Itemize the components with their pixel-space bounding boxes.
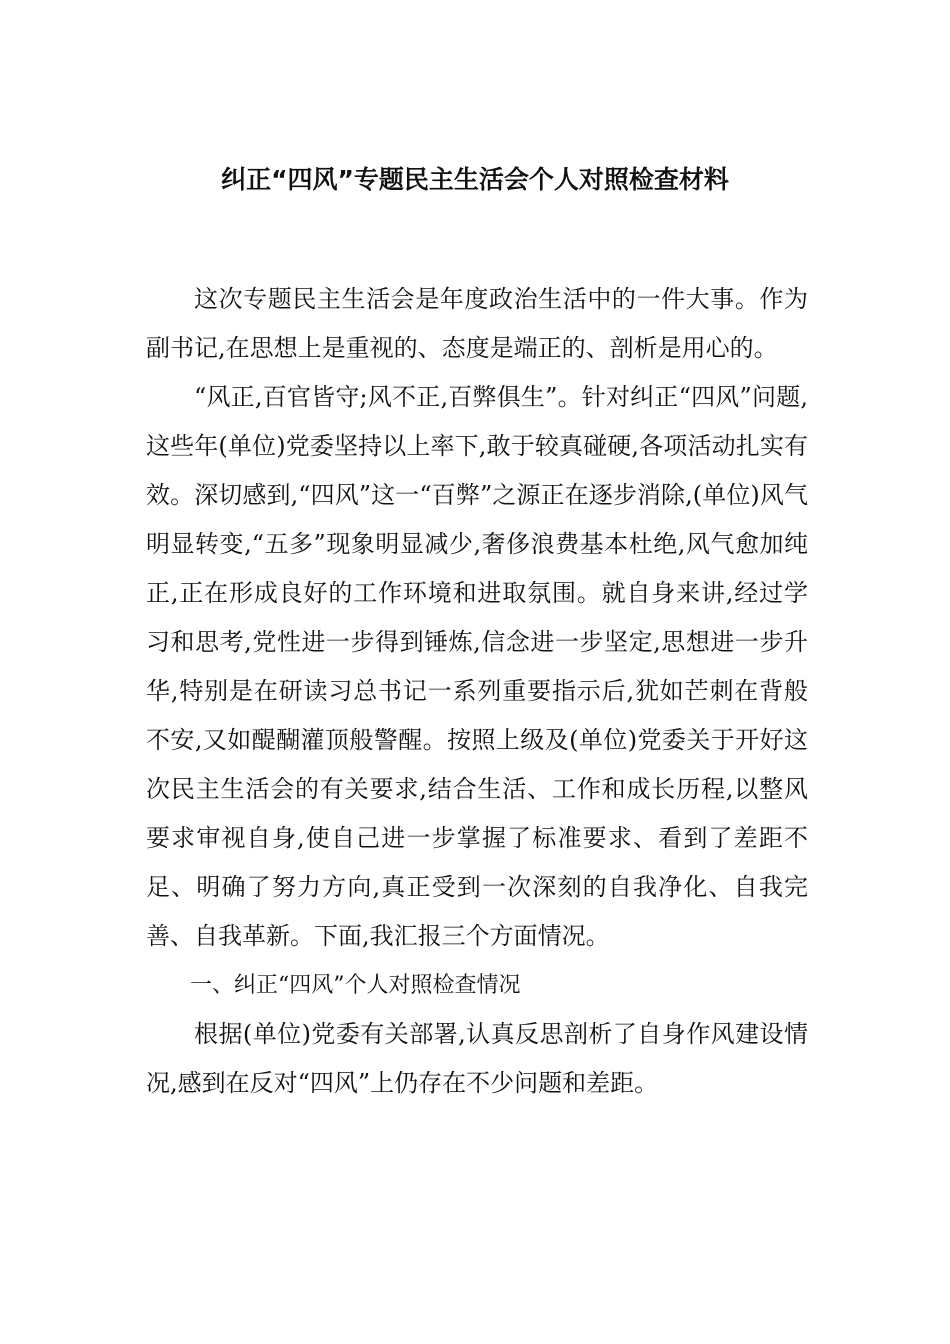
document-body: [146, 275, 808, 1108]
background-paragraph: “风正,百官皆守;风不正,百弊俱生”。针对纠正“四风”问题,这些年(单位)党委坚持以上率下,敢于较真碰硬,各项活动扎实有效。深切感到,“四风”这一“百弊”之源正在逐步消除,(单位)风气明显转变,“五多”现象明显减少,奢侈浪费基本杜绝,风气愈加纯正,正在形成良好的工作环境和进取氛围。就自身来讲,经过学习和思考,党性进一步得到锤炼,信念进一步坚定,思想进一步升华,特别是在研读习总书记一系列重要指示后,犹如芒刺在背般不安,又如醍醐灌顶般警醒。按照上级及(单位)党委关于开好这次民主生活会的有关要求,结合生活、工作和成长历程,以整风要求审视自身,使自己进一步掌握了标准要求、看到了差距不足、明确了努力方向,真正受到一次深刻的自我净化、自我完善、自我革新。下面,我汇报三个方面情况。: [146, 383, 808, 950]
section-paragraph: 根据(单位)党委有关部署,认真反思剖析了自身作风建设情况,感到在反对“四风”上仍存在不少问题和差距。: [146, 1020, 808, 1097]
document-title: 纠正“四风”专题民主生活会个人对照检查材料: [221, 165, 729, 194]
section-heading: 一、纠正“四风”个人对照检查情况: [190, 973, 521, 998]
intro-paragraph: 这次专题民主生活会是年度政治生活中的一件大事。作为副书记,在思想上是重视的、态度是端正的、剖析是用心的。: [146, 285, 808, 362]
